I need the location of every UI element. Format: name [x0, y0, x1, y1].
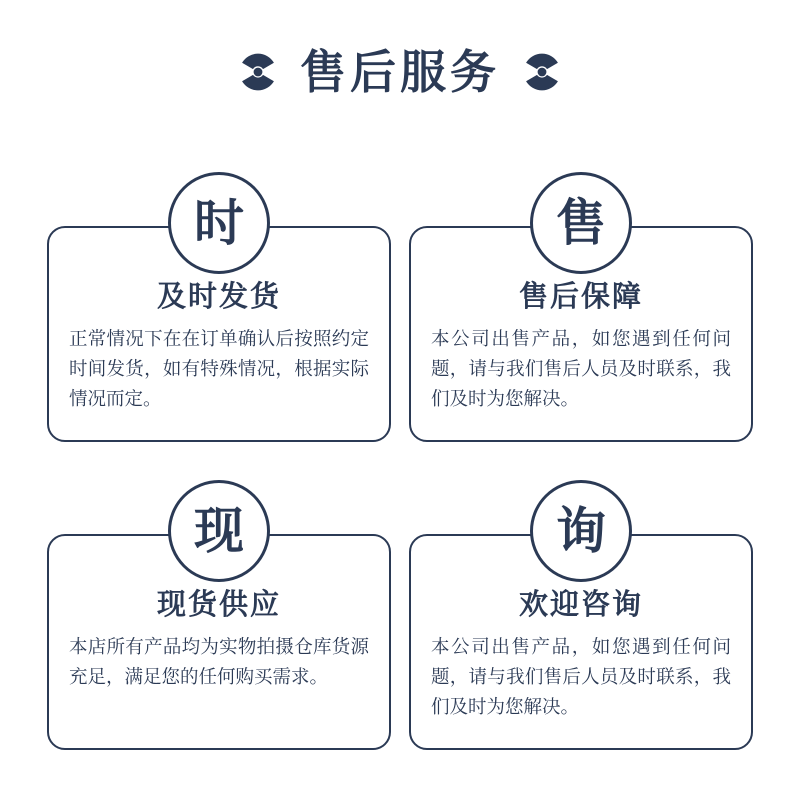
card-title: 及时发货 — [156, 281, 281, 313]
service-card-timely-shipping — [47, 172, 391, 442]
card-body-text: 本公司出售产品，如您遇到任何问题，请与我们售后人员及时联系，我们及时为您解决。 — [431, 328, 731, 409]
card-title: 现货供应 — [156, 589, 281, 621]
service-card-grid — [0, 172, 800, 750]
card-badge-char: 售 — [556, 195, 606, 251]
card-body-text: 本店所有产品均为实物拍摄仓库货源充足，满足您的任何购买需求。 — [69, 636, 369, 687]
radiation-icon-left — [238, 52, 278, 92]
card-body-text: 正常情况下在在订单确认后按照约定时间发货，如有特殊情况，根据实际情况而定。 — [69, 328, 369, 409]
card-badge-char: 时 — [194, 195, 244, 251]
card-badge — [530, 480, 632, 582]
card-badge — [168, 172, 270, 274]
card-title: 欢迎咨询 — [518, 589, 643, 621]
radiation-icon-right — [522, 52, 562, 92]
card-title: 售后保障 — [518, 281, 643, 313]
service-card-welcome-inquiry — [409, 480, 753, 750]
card-badge — [530, 172, 632, 274]
service-card-in-stock-supply — [47, 480, 391, 750]
card-badge — [168, 480, 270, 582]
page-header — [0, 0, 800, 98]
card-badge-char: 询 — [556, 503, 606, 559]
service-card-after-sales-guarantee — [409, 172, 753, 442]
card-badge-char: 现 — [194, 503, 244, 559]
card-body-text: 本公司出售产品，如您遇到任何问题，请与我们售后人员及时联系，我们及时为您解决。 — [431, 636, 731, 717]
page-title: 售后服务 — [300, 46, 500, 98]
